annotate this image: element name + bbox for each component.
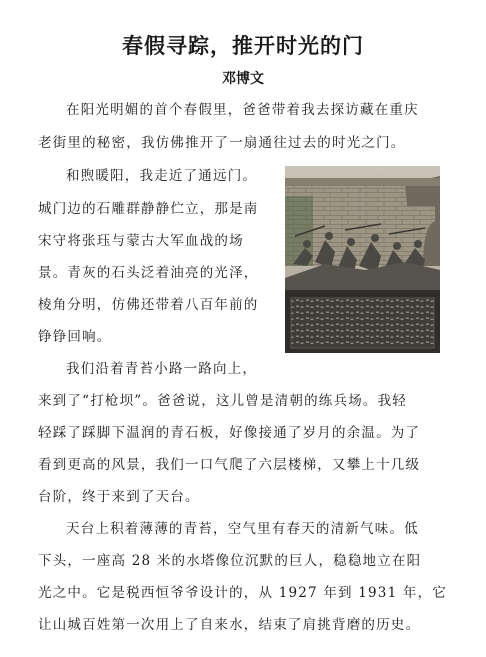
paragraph-line: 铮铮回响。 bbox=[38, 329, 112, 345]
paragraph-line: 来到了“打枪坝”。爸爸说，这儿曾是清朝的练兵场。我轻 bbox=[38, 393, 408, 409]
stone-sculpture-photo bbox=[285, 166, 440, 353]
paragraph-line: 在阳光明媚的首个春假里，爸爸带着我去探访藏在重庆 bbox=[66, 102, 419, 118]
paragraph-line: 宋守将张珏与蒙古大军血战的场 bbox=[38, 233, 244, 249]
paragraph-line: 和煦暖阳，我走近了通远门。 bbox=[66, 168, 258, 184]
paragraph-line: 老街里的秘密，我仿佛推开了一扇通往过去的时光之门。 bbox=[38, 135, 406, 151]
paragraph-line: 光之中。它是税西恒爷爷设计的，从 1927 年到 1931 年，它 bbox=[38, 585, 447, 601]
paragraph-line: 台阶，终于来到了天台。 bbox=[38, 489, 200, 505]
paragraph-line: 让山城百姓第一次用上了自来水，结束了肩挑背磨的历史。 bbox=[38, 617, 421, 633]
article-author: 邓博文 bbox=[222, 71, 264, 87]
paragraph-line: 天台上积着薄薄的青苔，空气里有春天的清新气味。低 bbox=[66, 521, 419, 537]
paragraph-line: 下头，一座高 28 米的水塔像位沉默的巨人，稳稳地立在阳 bbox=[38, 553, 422, 569]
paragraph-line: 棱角分明，仿佛还带着八百年前的 bbox=[38, 297, 259, 313]
paragraph-line: 景。青灰的石头泛着油亮的光泽， bbox=[38, 265, 259, 281]
paragraph-line: 轻踩了踩脚下温润的青石板，好像接通了岁月的余温。为了 bbox=[38, 425, 421, 441]
paragraph-line: 看到更高的风景，我们一口气爬了六层楼梯，又攀上十几级 bbox=[38, 457, 421, 473]
paragraph-line: 城门边的石雕群静静伫立，那是南 bbox=[38, 201, 259, 217]
article-title: 春假寻踪，推开时光的门 bbox=[122, 33, 364, 58]
paragraph-line: 我们沿着青苔小路一路向上， bbox=[66, 361, 258, 377]
